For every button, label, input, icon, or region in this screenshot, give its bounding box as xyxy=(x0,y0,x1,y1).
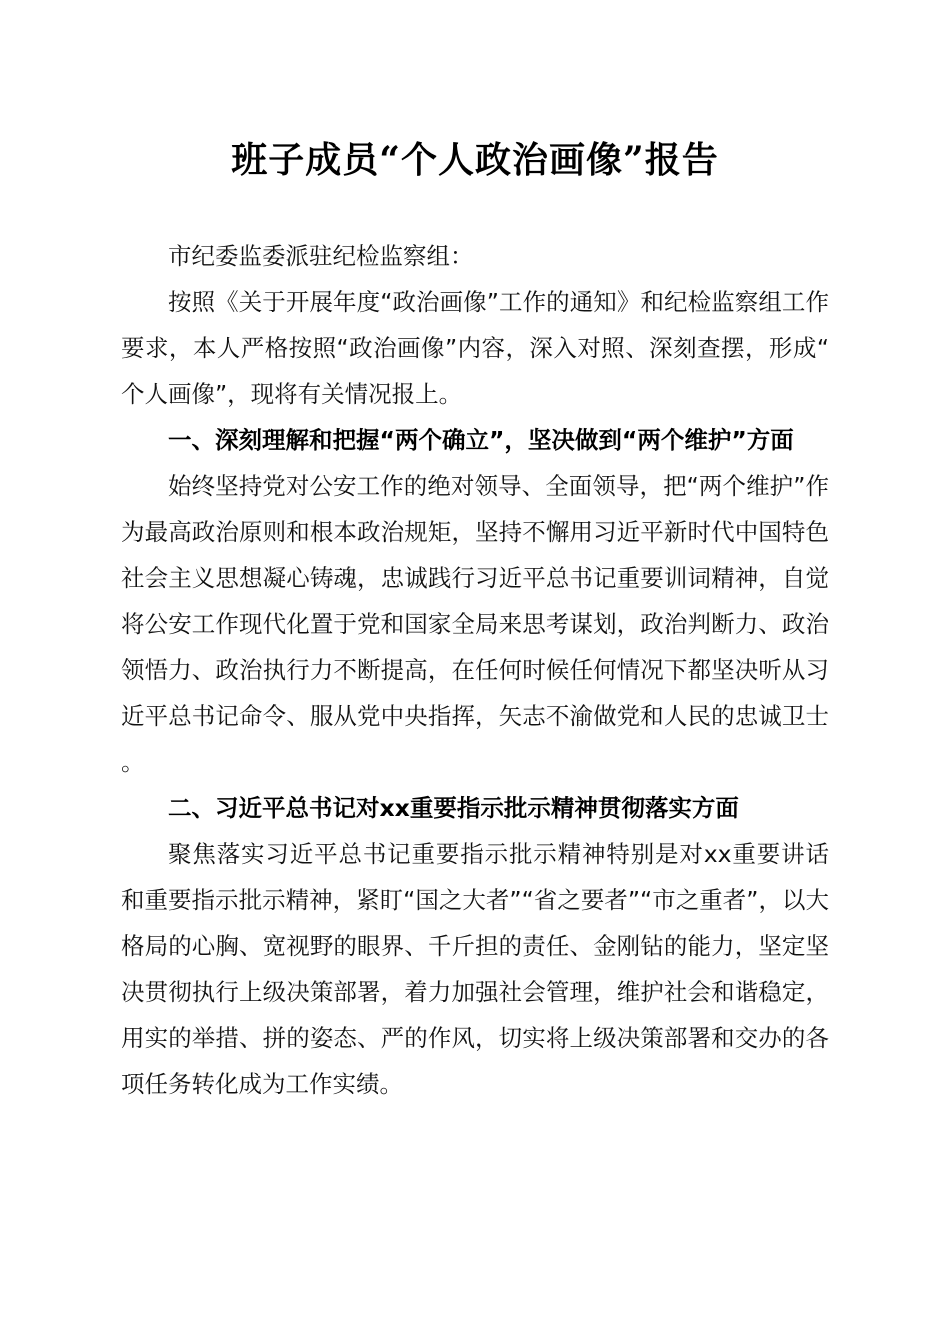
section-heading-2: 二、习近平总书记对xx重要指示批示精神贯彻落实方面 xyxy=(168,794,739,822)
salutation: 市纪委监委派驻纪检监察组： xyxy=(168,242,474,270)
section-paragraph-2: 聚焦落实习近平总书记重要指示批示精神特别是对xx重要讲话和重要指示批示精神，紧盯“国之大者”“省之要者”“市之重者”，以大格局的心胸、宽视野的眼界、千斤担的责任、金刚钻的能力，坚定坚决贯彻执行上级决策部署，着力加强社会管理，维护社会和谐稳定，用实的举措、拼的姿态、严的作风，切实将上级决策部署和交办的各项任务转化成为工作实绩。 xyxy=(121,840,829,1098)
document-title: 班子成员“个人政治画像”报告 xyxy=(231,139,719,181)
document-body xyxy=(121,233,829,1107)
section-paragraph-1: 始终坚持党对公安工作的绝对领导、全面领导，把“两个维护”作为最高政治原则和根本政治规矩，坚持不懈用习近平新时代中国特色社会主义思想凝心铸魂，忠诚践行习近平总书记重要训词精神，自觉将公安工作现代化置于党和国家全局来思考谋划，政治判断力、政治领悟力、政治执行力不断提高，在任何时候任何情况下都坚决听从习近平总书记命令、服从党中央指挥，矢志不渝做党和人民的忠诚卫士。 xyxy=(121,472,829,776)
section-heading-1: 一、深刻理解和把握“两个确立”，坚决做到“两个维护”方面 xyxy=(168,426,794,454)
intro-paragraph: 按照《关于开展年度“政治画像”工作的通知》和纪检监察组工作要求，本人严格按照“政治画像”内容，深入对照、深刻查摆，形成“个人画像”，现将有关情况报上。 xyxy=(121,288,829,408)
